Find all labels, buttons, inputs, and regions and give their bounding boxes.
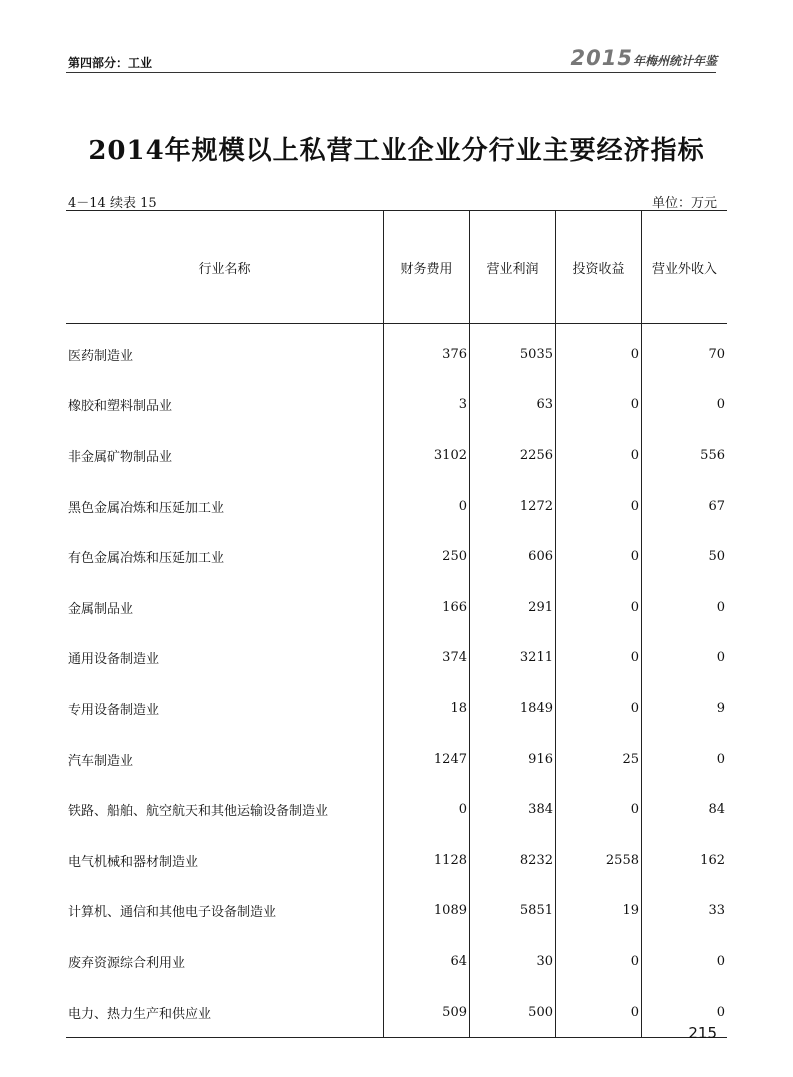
- operating-profit-cell: 5851: [470, 886, 556, 937]
- investment-income-cell: 0: [556, 481, 642, 532]
- financial-cost-cell: 250: [384, 531, 470, 582]
- industry-name-cell: 专用设备制造业: [68, 702, 160, 718]
- industry-name-cell: 黑色金属冶炼和压延加工业: [68, 500, 225, 516]
- table-row: [66, 987, 727, 1038]
- table-row: [66, 481, 727, 532]
- financial-cost-cell: 1128: [384, 835, 470, 886]
- investment-income-cell: 25: [556, 734, 642, 785]
- section-header: 第四部分：工业: [68, 56, 153, 70]
- table-row: [66, 683, 727, 734]
- financial-cost-cell: 1089: [384, 886, 470, 937]
- non-operating-income-cell: 162: [642, 835, 728, 886]
- financial-cost-cell: 509: [384, 987, 470, 1038]
- table-row: [66, 582, 727, 633]
- operating-profit-cell: 30: [470, 936, 556, 987]
- investment-income-cell: 0: [556, 936, 642, 987]
- column-header-industry: 行业名称: [66, 211, 384, 324]
- table-row: [66, 633, 727, 684]
- table-row: [66, 886, 727, 937]
- operating-profit-cell: 5035: [470, 324, 556, 380]
- non-operating-income-cell: 33: [642, 886, 728, 937]
- table-row: [66, 936, 727, 987]
- yearbook-header: [571, 46, 717, 70]
- operating-profit-cell: 63: [470, 380, 556, 431]
- industry-name-cell: 铁路、船舶、航空航天和其他运输设备制造业: [68, 804, 329, 820]
- table-body: [66, 324, 727, 1038]
- yearbook-name: 年梅州统计年鉴: [632, 54, 717, 68]
- industry-name-cell: 电力、热力生产和供应业: [68, 1006, 212, 1022]
- industry-name-cell: 通用设备制造业: [68, 652, 160, 668]
- non-operating-income-cell: 0: [642, 734, 728, 785]
- industry-name-cell: 橡胶和塑料制品业: [68, 399, 173, 415]
- industry-name-cell: 废弃资源综合利用业: [68, 955, 186, 971]
- non-operating-income-cell: 0: [642, 582, 728, 633]
- table-row: [66, 531, 727, 582]
- non-operating-income-cell: 9: [642, 683, 728, 734]
- table-row: [66, 430, 727, 481]
- industry-name-cell: 电气机械和器材制造业: [68, 854, 199, 870]
- operating-profit-cell: 2256: [470, 430, 556, 481]
- header-divider: [66, 72, 716, 73]
- non-operating-income-cell: 0: [642, 936, 728, 987]
- non-operating-income-cell: 556: [642, 430, 728, 481]
- operating-profit-cell: 291: [470, 582, 556, 633]
- column-header-operating-profit: 营业利润: [470, 211, 556, 324]
- financial-cost-cell: 0: [384, 784, 470, 835]
- operating-profit-cell: 1272: [470, 481, 556, 532]
- column-header-financial-cost: 财务费用: [384, 211, 470, 324]
- non-operating-income-cell: 67: [642, 481, 728, 532]
- operating-profit-cell: 606: [470, 531, 556, 582]
- non-operating-income-cell: 0: [642, 633, 728, 684]
- column-header-investment-income: 投资收益: [556, 211, 642, 324]
- investment-income-cell: 0: [556, 380, 642, 431]
- industry-name-cell: 汽车制造业: [68, 753, 134, 769]
- investment-income-cell: 0: [556, 531, 642, 582]
- non-operating-income-cell: 0: [642, 987, 728, 1038]
- non-operating-income-cell: 84: [642, 784, 728, 835]
- financial-cost-cell: 3102: [384, 430, 470, 481]
- column-header-non-operating-income: 营业外收入: [642, 211, 728, 324]
- table-header-row: [66, 211, 727, 324]
- operating-profit-cell: 500: [470, 987, 556, 1038]
- financial-cost-cell: 374: [384, 633, 470, 684]
- investment-income-cell: 0: [556, 784, 642, 835]
- financial-cost-cell: 166: [384, 582, 470, 633]
- financial-cost-cell: 1247: [384, 734, 470, 785]
- operating-profit-cell: 384: [470, 784, 556, 835]
- yearbook-year: 2015: [570, 46, 633, 70]
- investment-income-cell: 0: [556, 683, 642, 734]
- investment-income-cell: 0: [556, 324, 642, 380]
- table-number: 4－14 续表 15: [68, 196, 157, 211]
- investment-income-cell: 19: [556, 886, 642, 937]
- industry-name-cell: 有色金属冶炼和压延加工业: [68, 551, 225, 567]
- non-operating-income-cell: 50: [642, 531, 728, 582]
- industry-name-cell: 金属制品业: [68, 601, 134, 617]
- page-number: 215: [688, 1024, 717, 1042]
- page-title: 2014年规模以上私营工业企业分行业主要经济指标: [88, 136, 705, 166]
- investment-income-cell: 0: [556, 582, 642, 633]
- financial-cost-cell: 64: [384, 936, 470, 987]
- investment-income-cell: 0: [556, 987, 642, 1038]
- financial-cost-cell: 18: [384, 683, 470, 734]
- industry-name-cell: 计算机、通信和其他电子设备制造业: [68, 905, 277, 921]
- indicator-table: [66, 210, 727, 1038]
- table-row: [66, 734, 727, 785]
- table-row: [66, 784, 727, 835]
- operating-profit-cell: 916: [470, 734, 556, 785]
- non-operating-income-cell: 70: [642, 324, 728, 380]
- operating-profit-cell: 8232: [470, 835, 556, 886]
- investment-income-cell: 0: [556, 633, 642, 684]
- non-operating-income-cell: 0: [642, 380, 728, 431]
- investment-income-cell: 2558: [556, 835, 642, 886]
- industry-name-cell: 医药制造业: [68, 348, 134, 364]
- table-row: [66, 835, 727, 886]
- table-row: [66, 380, 727, 431]
- operating-profit-cell: 3211: [470, 633, 556, 684]
- operating-profit-cell: 1849: [470, 683, 556, 734]
- unit-label: 单位：万元: [651, 196, 717, 211]
- table-row: [66, 324, 727, 380]
- investment-income-cell: 0: [556, 430, 642, 481]
- industry-name-cell: 非金属矿物制品业: [68, 449, 173, 465]
- financial-cost-cell: 3: [384, 380, 470, 431]
- financial-cost-cell: 376: [384, 324, 470, 380]
- financial-cost-cell: 0: [384, 481, 470, 532]
